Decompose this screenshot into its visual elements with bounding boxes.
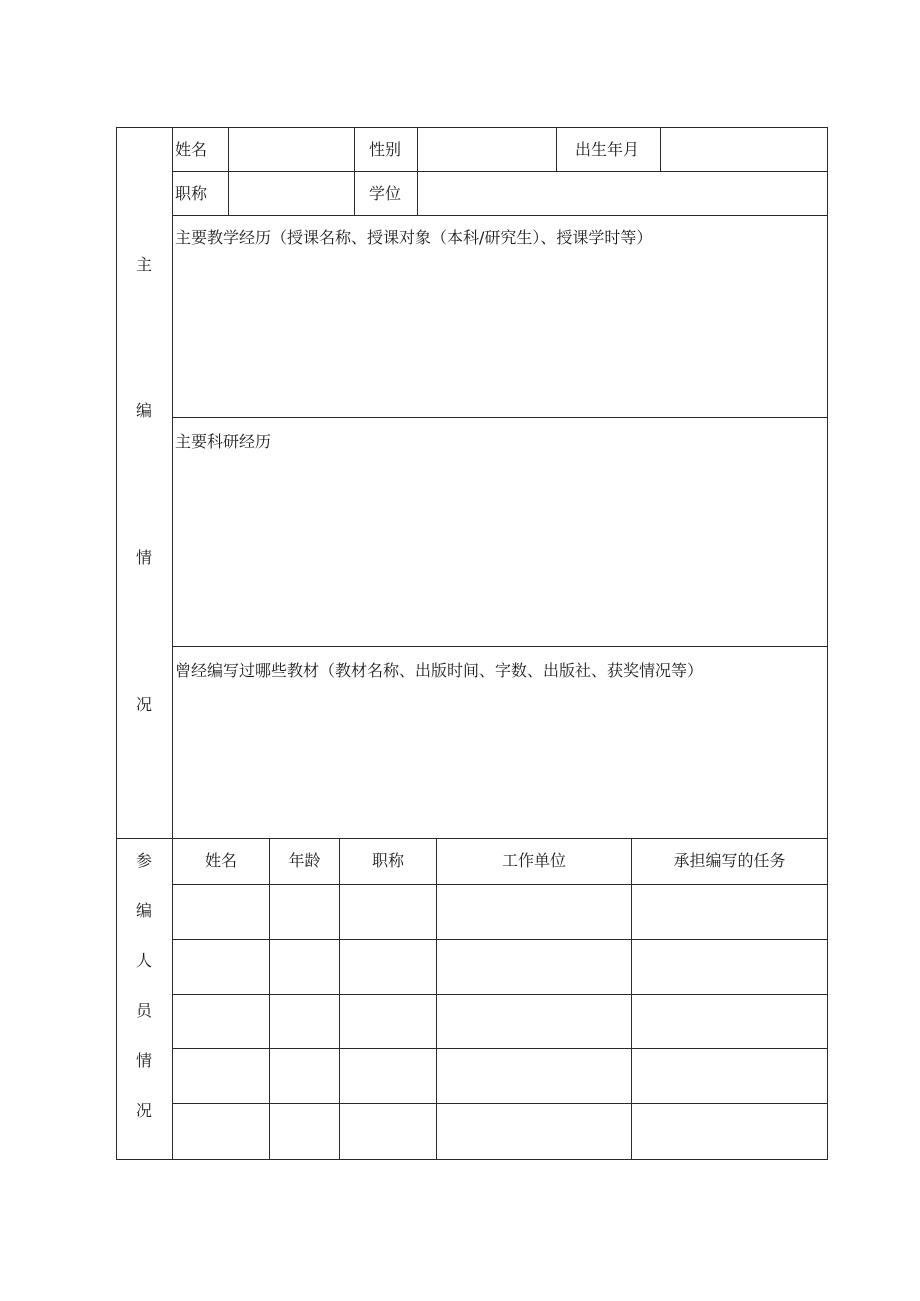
col-divider	[354, 127, 355, 216]
side-label-main-1: 主	[136, 255, 153, 274]
side-label-participants-2: 编	[136, 901, 153, 920]
table-row[interactable]	[173, 1049, 827, 1103]
teaching-experience-label: 主要教学经历（授课名称、授课对象（本科/研究生）、授课学时等）	[175, 228, 653, 247]
side-label-participants-4: 员	[136, 1001, 153, 1020]
research-experience-label: 主要科研经历	[175, 432, 272, 451]
gender-field[interactable]	[418, 128, 556, 171]
table-border-bottom	[116, 1159, 828, 1160]
side-label-main-2: 编	[136, 401, 153, 420]
table-border-left	[116, 127, 117, 1160]
table-row[interactable]	[173, 940, 827, 994]
degree-field[interactable]	[418, 172, 827, 215]
side-label-participants-3: 人	[136, 951, 153, 970]
section-divider	[116, 838, 828, 839]
side-label-main-4: 况	[136, 695, 153, 714]
name-field[interactable]	[229, 128, 354, 171]
col-divider	[556, 127, 557, 172]
degree-label: 学位	[369, 184, 402, 203]
col-header-workplace: 工作单位	[501, 851, 566, 870]
col-header-title: 职称	[371, 851, 404, 870]
col-header-name: 姓名	[204, 851, 237, 870]
research-experience-field[interactable]	[173, 456, 827, 645]
table-row[interactable]	[173, 885, 827, 939]
title-field[interactable]	[229, 172, 354, 215]
row-divider	[172, 646, 828, 647]
side-label-participants-5: 情	[136, 1051, 153, 1070]
side-label-participants-6: 况	[136, 1101, 153, 1120]
table-row[interactable]	[173, 995, 827, 1048]
birth-label: 出生年月	[575, 140, 640, 159]
textbook-experience-label: 曾经编写过哪些教材（教材名称、出版时间、字数、出版社、获奖情况等）	[175, 661, 704, 680]
textbook-experience-field[interactable]	[173, 685, 827, 837]
row-divider	[172, 417, 828, 418]
side-label-participants-1: 参	[136, 851, 153, 870]
name-label: 姓名	[175, 140, 208, 159]
birth-field[interactable]	[661, 128, 827, 171]
teaching-experience-field[interactable]	[173, 252, 827, 416]
title-label: 职称	[175, 184, 208, 203]
table-border-right	[827, 127, 828, 1160]
col-header-age: 年龄	[288, 851, 321, 870]
table-row[interactable]	[173, 1104, 827, 1159]
side-label-main-3: 情	[136, 548, 153, 567]
row-divider	[172, 215, 828, 216]
gender-label: 性别	[369, 140, 402, 159]
col-header-task: 承担编写的任务	[673, 851, 786, 870]
